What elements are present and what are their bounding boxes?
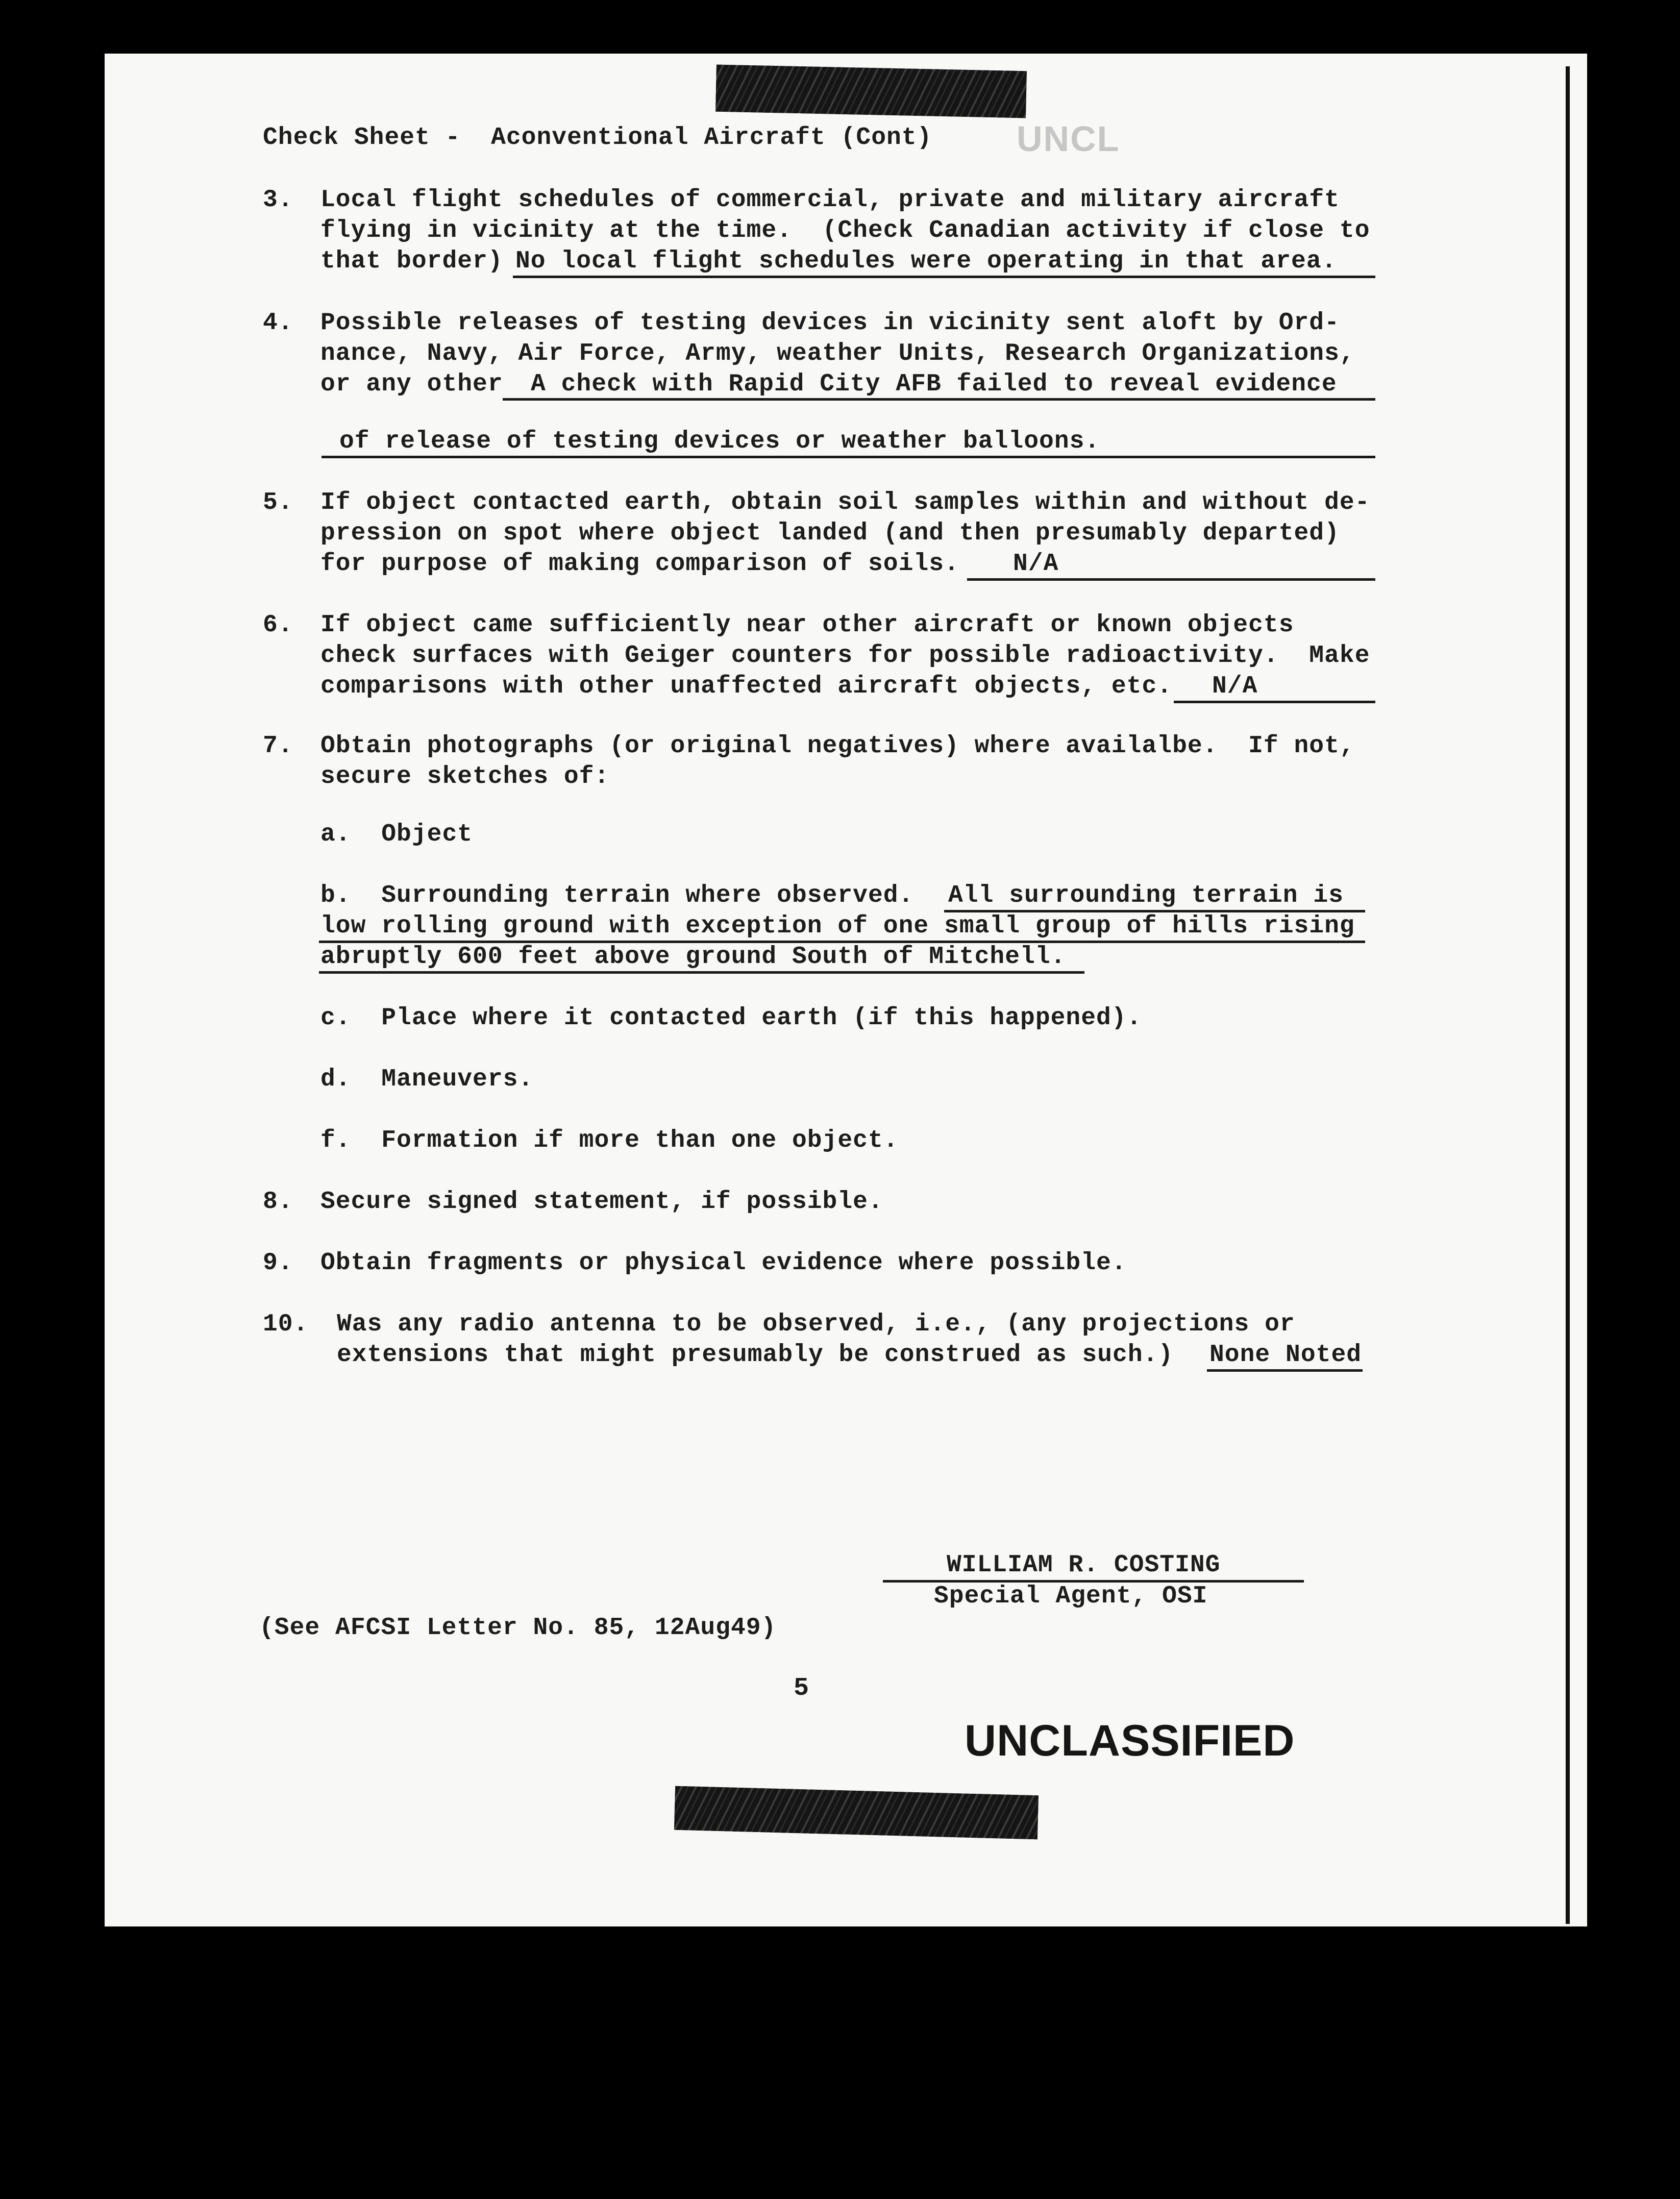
item-10-line-2: extensions that might presumably be construed as such.) [337,1341,1174,1369]
item-4-line-2: nance, Navy, Air Force, Army, weather Units, Research Organizations, [320,340,1355,367]
item-9-text: Obtain fragments or physical evidence where possible. [320,1249,1127,1277]
item-7-line-1: Obtain photographs (or original negatives) where availalbe. If not, [320,732,1355,760]
page-edge-rule [1566,66,1570,1924]
item-number: 5. [263,489,293,516]
reference-note: (See AFCSI Letter No. 85, 12Aug49) [259,1614,777,1642]
classification-stamp-top: UNCL [1017,119,1120,159]
redaction-bar-top [715,65,1027,118]
item-3-answer: No local flight schedules were operating in that area. [515,248,1337,275]
item-number: 9. [263,1249,293,1277]
page-number: 5 [794,1674,809,1703]
item-7-line-2: secure sketches of: [320,763,610,790]
page-header-title: Check Sheet - Aconventional Aircraft (Cont) [263,124,932,152]
item-4-answer-1: A check with Rapid City AFB failed to reveal evidence [531,370,1337,398]
item-3-line-2: flying in vicinity at the time. (Check Canadian activity if close to [320,217,1370,244]
answer-underline [319,971,1084,974]
item-5-line-1: If object contacted earth, obtain soil samples within and without de- [320,489,1370,516]
item-number: 3. [263,186,293,214]
item-7-d: d. Maneuvers. [320,1066,534,1093]
answer-underline [513,276,1375,278]
item-7-a: a. Object [320,821,473,848]
answer-underline [1174,701,1375,703]
item-number: 4. [263,309,293,337]
item-6-line-2: check surfaces with Geiger counters for possible radioactivity. Make [320,642,1370,670]
answer-underline [1207,1369,1363,1372]
answer-underline [967,578,1375,581]
item-4-answer-2: of release of testing devices or weather balloons. [339,428,1100,455]
classification-stamp-bottom: UNCLASSIFIED [965,1716,1295,1765]
item-8-text: Secure signed statement, if possible. [320,1188,883,1216]
item-4-line-3: or any other [320,370,503,398]
item-number: 10. [263,1311,309,1338]
item-6-line-3: comparisons with other unaffected aircraft objects, etc. [320,673,1173,700]
item-7-b: b. Surrounding terrain where observed. [320,882,914,909]
item-5-answer: N/A [1013,550,1059,578]
item-7-b-answer-2: low rolling ground with exception of one small group of hills rising [320,912,1355,940]
signature-name: WILLIAM R. COSTING [947,1551,1221,1579]
item-7-f: f. Formation if more than one object. [320,1127,899,1154]
item-number: 6. [263,611,293,639]
item-10-line-1: Was any radio antenna to be observed, i.e., (any projections or [337,1311,1295,1338]
item-4-line-1: Possible releases of testing devices in vicinity sent aloft by Ord- [320,309,1340,337]
item-3-line-1: Local flight schedules of commercial, private and military aircraft [320,186,1340,214]
item-6-answer: N/A [1212,673,1258,700]
signature-title: Special Agent, OSI [934,1583,1208,1610]
item-5-line-2: pression on spot where object landed (and then presumably departed) [320,520,1340,547]
item-7-b-answer-1: All surrounding terrain is [948,882,1344,909]
answer-underline [322,456,1375,458]
answer-underline [503,398,1375,401]
item-7-c: c. Place where it contacted earth (if this happened). [320,1004,1142,1032]
item-number: 7. [263,732,293,760]
item-10-answer: None Noted [1209,1341,1362,1369]
item-6-line-1: If object came sufficiently near other aircraft or known objects [320,611,1294,639]
item-5-line-3: for purpose of making comparison of soils. [320,550,959,578]
item-3-line-3: that border) [320,248,503,275]
item-number: 8. [263,1188,293,1216]
item-7-b-answer-3: abruptly 600 feet above ground South of Mitchell. [320,943,1066,971]
